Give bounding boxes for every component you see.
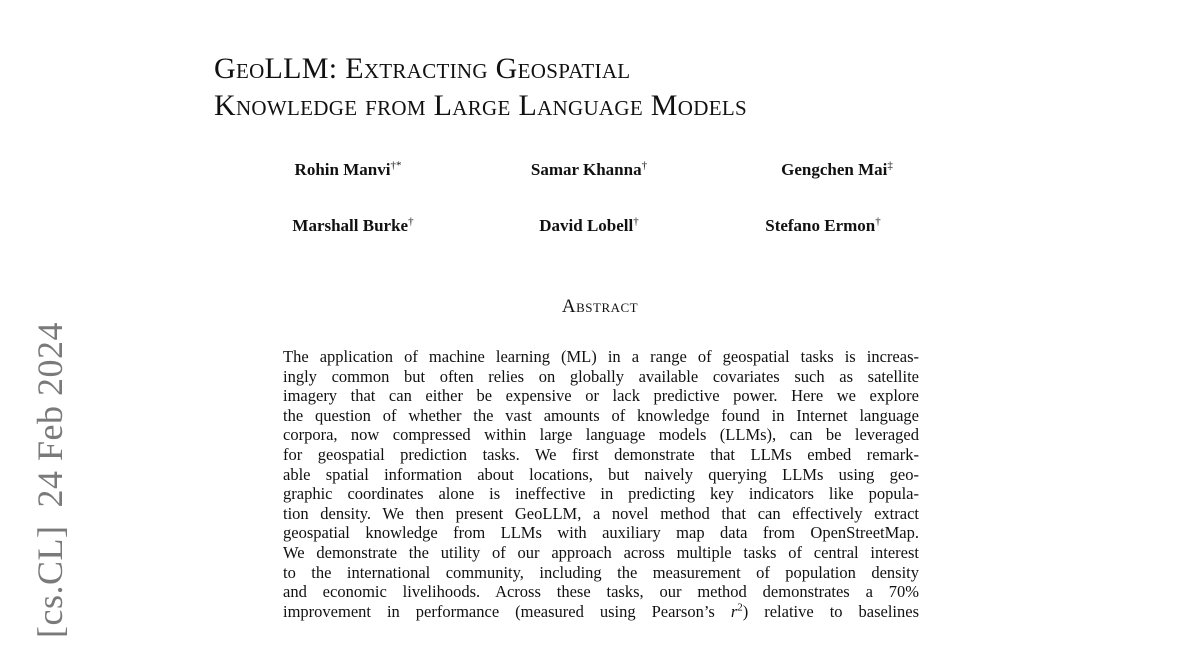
abstract-line-last: improvement in performance (measured using Pearson’s $r^2$) relative to baselines <box>283 601 919 621</box>
author-name: Samar Khanna† <box>530 159 648 179</box>
abstract-heading: Abstract <box>561 296 639 317</box>
abstract-line: corpora, now compressed within large language models (LLMs), can be leveraged <box>283 425 919 445</box>
author-row-1 <box>0 160 1200 184</box>
arxiv-category: [cs.CL] <box>30 525 70 638</box>
abstract-line: imagery that can either be expensive or lack predictive power. Here we explore <box>283 386 919 406</box>
author-name: Marshall Burke† <box>292 215 414 235</box>
abstract-line: to the international community, including the measurement of population density <box>283 562 919 582</box>
abstract-line: able spatial information about locations, but naively querying LLMs using geo- <box>283 464 919 484</box>
abstract-line: for geospatial prediction tasks. We first demonstrate that LLMs embed remark- <box>283 444 919 464</box>
arxiv-date: 24 Feb 2024 <box>30 322 70 508</box>
math-r-squared: $r^2$ <box>730 601 743 621</box>
author-name: David Lobell† <box>539 215 639 235</box>
author-name: Stefano Ermon† <box>765 215 881 235</box>
abstract-line: The application of machine learning (ML) in a range of geospatial tasks is increas- <box>283 347 919 366</box>
abstract-line: We demonstrate the utility of our approach across multiple tasks of central interest <box>283 542 919 562</box>
abstract-line: and economic livelihoods. Across these tasks, our method demonstrates a 70% <box>283 582 919 602</box>
arxiv-stamp <box>29 322 71 638</box>
abstract-line: geospatial knowledge from LLMs with auxiliary map data from OpenStreetMap. <box>283 523 919 543</box>
author-name: Gengchen Mai‡ <box>781 159 893 179</box>
title-line-2: Knowledge from Large Language Models <box>214 89 747 122</box>
abstract-line: tion density. We then present GeoLLM, a novel method that can effectively extract <box>283 503 919 523</box>
paper-title <box>214 50 747 124</box>
author-row-2 <box>0 216 1200 240</box>
author-name: Rohin Manvi†* <box>294 159 402 179</box>
abstract-line: the question of whether the vast amounts of knowledge found in Internet language <box>283 405 919 425</box>
abstract-line: graphic coordinates alone is ineffective in predicting key indicators like popula- <box>283 484 919 504</box>
abstract-line: ingly common but often relies on globally available covariates such as satellite <box>283 366 919 386</box>
title-line-1: GeoLLM: Extracting Geospatial <box>214 52 631 85</box>
abstract-body <box>283 347 919 621</box>
